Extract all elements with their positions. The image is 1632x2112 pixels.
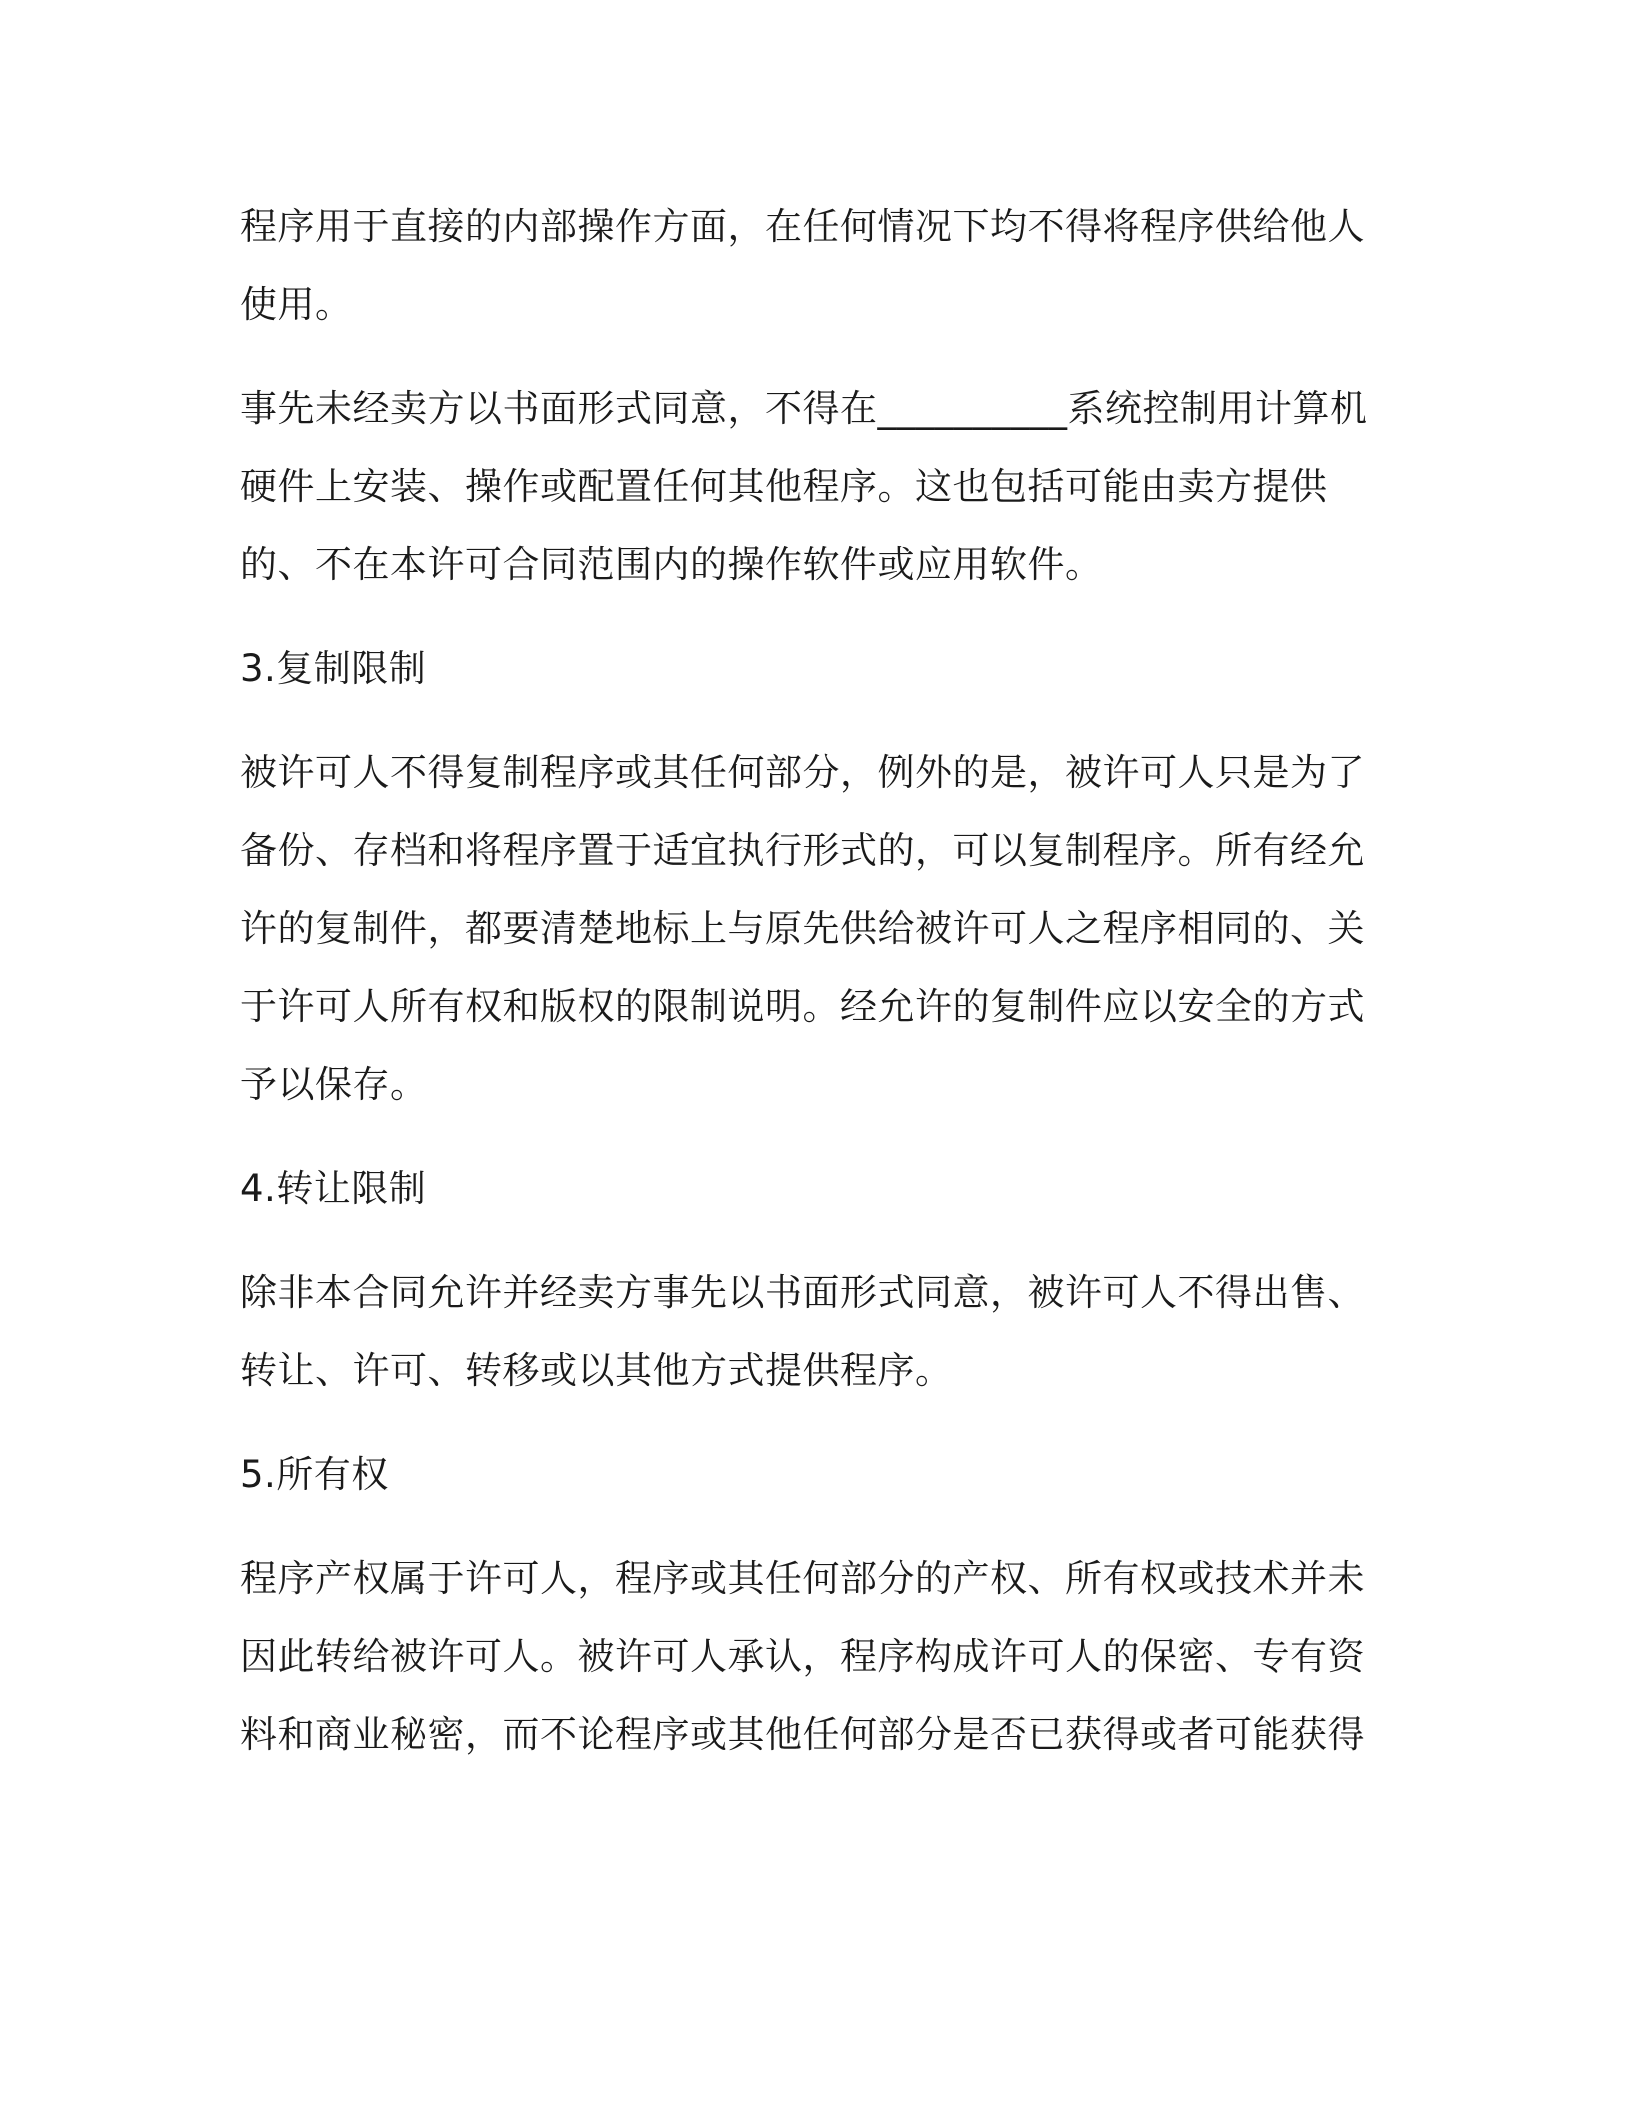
document-body (240, 188, 1380, 1774)
paragraph-gap (240, 344, 1380, 370)
paragraph-gap (240, 604, 1380, 630)
paragraph-gap (240, 708, 1380, 734)
paragraph-copy-restriction: 被许可人不得复制程序或其任何部分，例外的是，被许可人只是为了备份、存档和将程序置于适宜执行形式的，可以复制程序。所有经允许的复制件，都要清楚地标上与原先供给被许可人之程序相同的、关于许可人所有权和版权的限制说明。经允许的复制件应以安全的方式予以保存。 (240, 751, 1365, 1106)
paragraph-no-other-programs: 事先未经卖方以书面形式同意，不得在__________系统控制用计算机硬件上安装、操作或配置任何其他程序。这也包括可能由卖方提供的、不在本许可合同范围内的操作软件或应用软件。 (240, 387, 1368, 586)
section-heading-copy-restriction: 3.复制限制 (240, 647, 427, 690)
paragraph-gap (240, 1410, 1380, 1436)
paragraph-gap (240, 1514, 1380, 1540)
section-heading-transfer-restriction: 4.转让限制 (240, 1167, 427, 1210)
section-heading-ownership: 5.所有权 (240, 1453, 389, 1496)
paragraph-ownership: 程序产权属于许可人，程序或其任何部分的产权、所有权或技术并未因此转给被许可人。被许可人承认，程序构成许可人的保密、专有资料和商业秘密，而不论程序或其他任何部分是否已获得或者可能获得 (240, 1557, 1365, 1756)
paragraph-transfer-restriction: 除非本合同允许并经卖方事先以书面形式同意，被许可人不得出售、转让、许可、转移或以其他方式提供程序。 (240, 1271, 1365, 1392)
paragraph-internal-use: 程序用于直接的内部操作方面，在任何情况下均不得将程序供给他人使用。 (240, 205, 1365, 326)
paragraph-gap (240, 1124, 1380, 1150)
paragraph-gap (240, 1228, 1380, 1254)
